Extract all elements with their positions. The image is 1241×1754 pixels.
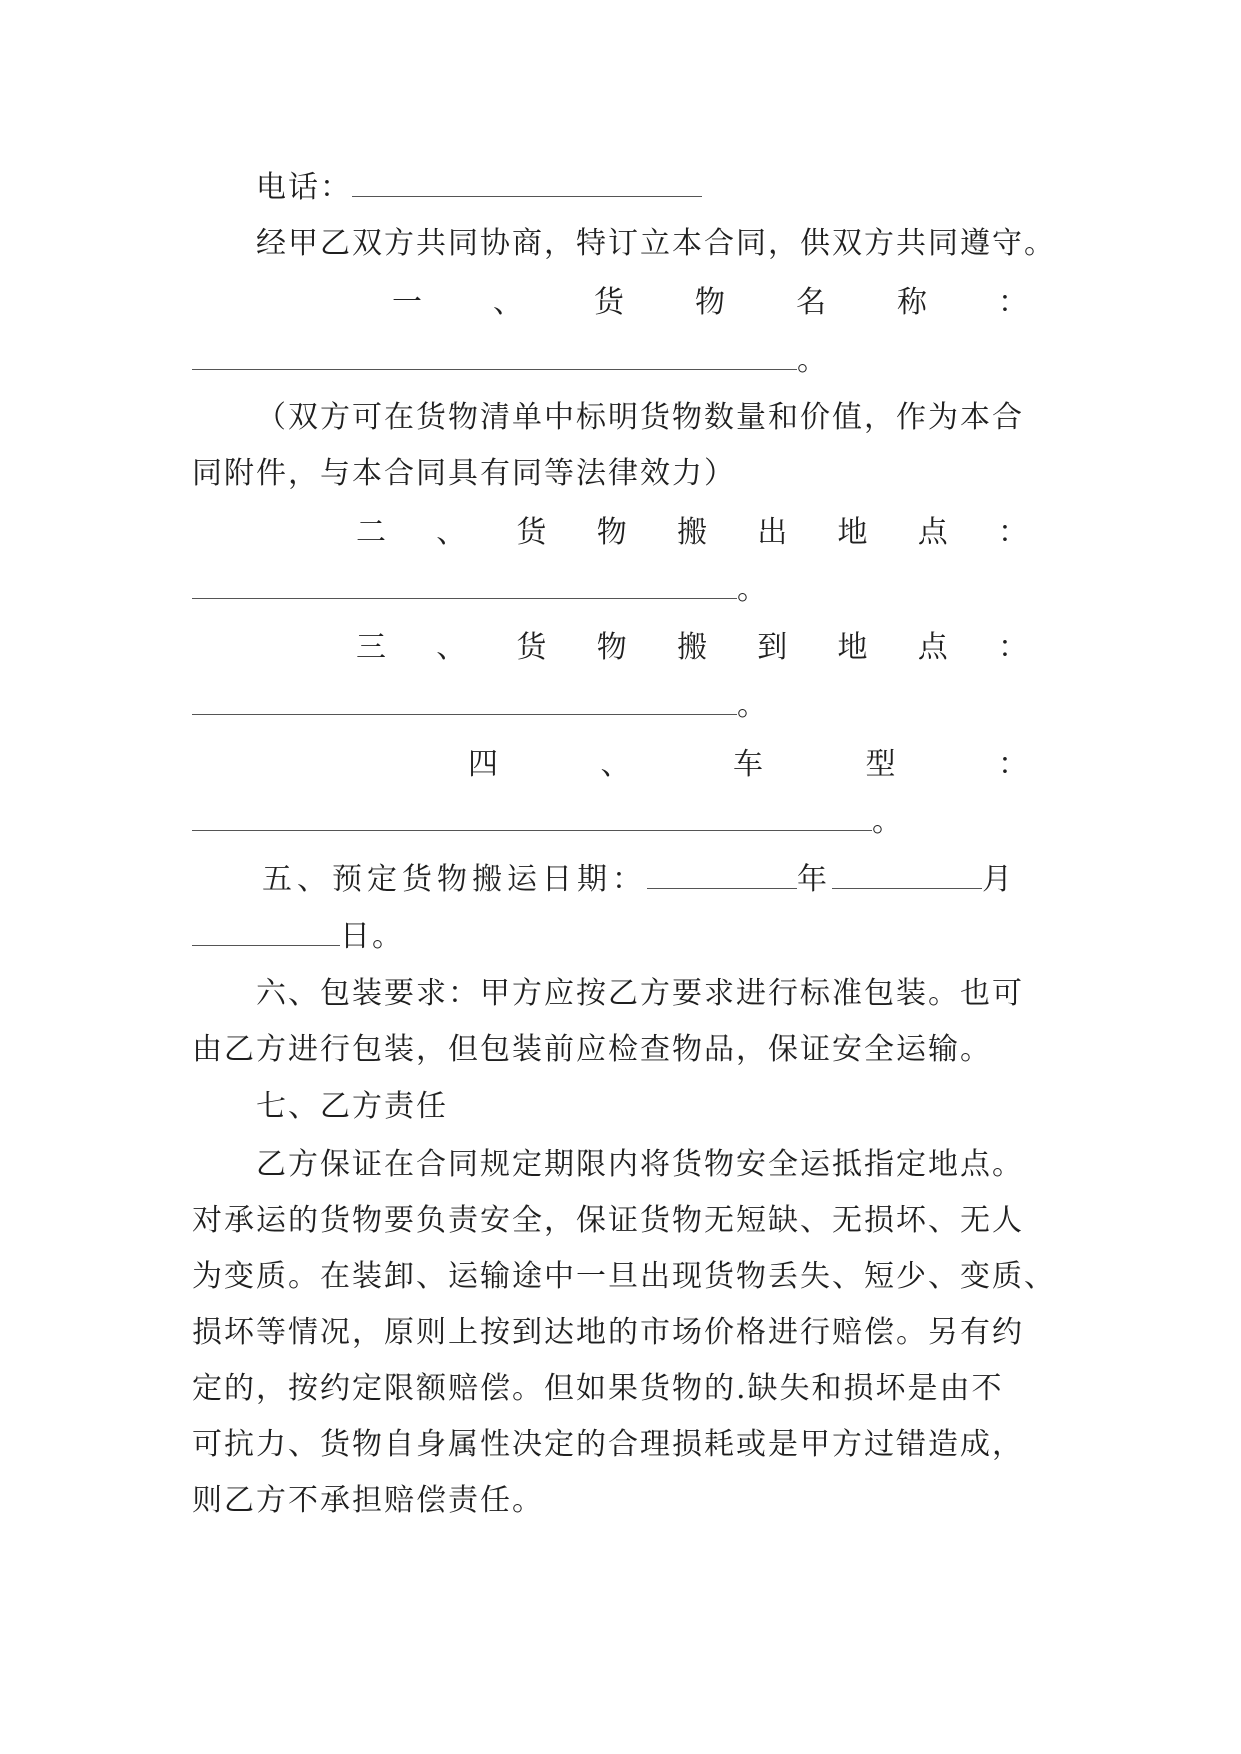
vehicle-type-line (192, 802, 1052, 842)
goods-name-blank (192, 343, 797, 370)
s3-char: 到 (757, 630, 790, 665)
s2-char: 二 (356, 515, 388, 550)
section-3-heading (356, 628, 1030, 668)
year-label: 年 (797, 862, 832, 897)
packaging-line-2: 由乙方进行包装，但包装前应检查物品，保证安全运输。 (192, 1032, 992, 1067)
s2-char: ： (998, 515, 1030, 550)
liability-line: 对承运的货物要负责安全，保证货物无短缺、无损坏、无人 (192, 1203, 1024, 1238)
s3-char: ： (998, 630, 1030, 665)
s4-char: 车 (733, 747, 765, 782)
s3-char: 点 (917, 630, 950, 665)
s1-char: 、 (493, 285, 525, 320)
period: 。 (737, 688, 769, 723)
s3-char: 三 (356, 630, 388, 665)
liability-line: 定的，按约定限额赔偿。但如果货物的.缺失和损坏是由不 (192, 1371, 1004, 1406)
goods-name-line (192, 341, 1052, 381)
month-blank (832, 862, 982, 889)
liability-line: 可抗力、货物自身属性决定的合理损耗或是甲方过错造成， (192, 1427, 1024, 1462)
period: 。 (737, 572, 769, 607)
s3-char: 搬 (677, 630, 709, 665)
s4-char: 四 (468, 747, 500, 782)
vehicle-type-blank (192, 804, 872, 831)
note-line-1: （双方可在货物清单中标明货物数量和价值，作为本合 (256, 400, 1024, 435)
s4-char: 、 (600, 747, 633, 782)
s3-char: 货 (516, 630, 549, 665)
s2-char: 、 (436, 515, 469, 550)
day-label: 日。 (340, 919, 404, 954)
liability-line: 乙方保证在合同规定期限内将货物安全运抵指定地点。 (256, 1147, 1024, 1182)
phone-label: 电话： (256, 170, 352, 205)
section-4-heading (468, 745, 1030, 785)
date-line (262, 860, 1122, 900)
s1-char: 货 (594, 285, 626, 320)
origin-blank (192, 572, 737, 599)
note-line-2: 同附件，与本合同具有同等法律效力） (192, 456, 736, 491)
date-label: 五、预定货物搬运日期： (262, 862, 647, 897)
s2-char: 地 (837, 515, 870, 550)
s2-char: 搬 (677, 515, 709, 550)
s1-char: 称 (897, 285, 929, 320)
s2-char: 点 (917, 515, 950, 550)
packaging-line-1: 六、包装要求：甲方应按乙方要求进行标准包装。也可 (256, 976, 1024, 1011)
period: 。 (872, 804, 904, 839)
s1-char: 物 (695, 285, 727, 320)
destination-blank (192, 688, 737, 715)
month-label: 月 (982, 862, 1017, 897)
s4-char: 型 (865, 747, 898, 782)
period: 。 (797, 343, 829, 378)
intro-text: 经甲乙双方共同协商，特订立本合同，供双方共同遵守。 (256, 226, 1056, 261)
s2-char: 货 (516, 515, 549, 550)
section-7-heading: 七、乙方责任 (256, 1089, 448, 1124)
s2-char: 物 (596, 515, 629, 550)
liability-line: 则乙方不承担赔偿责任。 (192, 1483, 544, 1518)
s3-char: 地 (837, 630, 870, 665)
s4-char: ： (998, 747, 1030, 782)
section-2-heading (356, 513, 1030, 553)
year-blank (647, 862, 797, 889)
s2-char: 出 (757, 515, 790, 550)
section-1-heading (392, 283, 1030, 323)
phone-blank (352, 170, 702, 197)
origin-line (192, 570, 1052, 610)
destination-line (192, 686, 1052, 726)
day-blank (192, 919, 340, 946)
day-line (192, 917, 1052, 957)
s1-char: 名 (796, 285, 828, 320)
liability-line: 为变质。在装卸、运输途中一旦出现货物丢失、短少、变质、 (192, 1259, 1056, 1294)
s3-char: 物 (596, 630, 629, 665)
s1-char: ： (998, 285, 1030, 320)
s3-char: 、 (436, 630, 469, 665)
liability-line: 损坏等情况，原则上按到达地的市场价格进行赔偿。另有约 (192, 1315, 1024, 1350)
phone-line (256, 168, 1116, 208)
s1-char: 一 (392, 285, 424, 320)
